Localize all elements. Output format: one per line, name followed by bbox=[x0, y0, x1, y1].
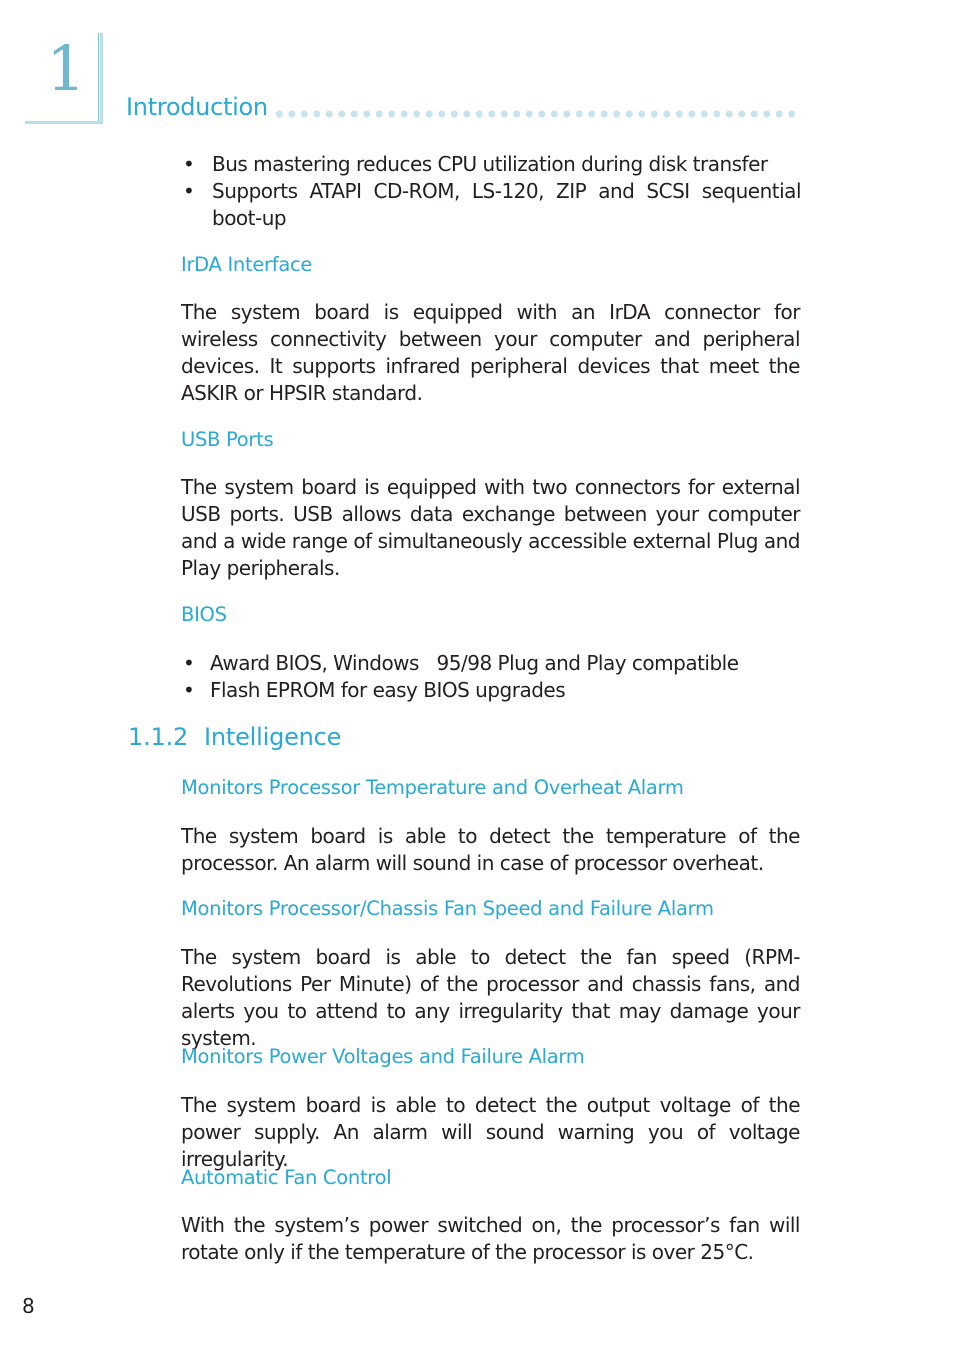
top-bullet-list bbox=[181, 151, 801, 232]
usb-heading: USB Ports bbox=[181, 428, 274, 451]
irda-paragraph: The system board is equipped with an IrDA connector for wireless connectivity between your computer and peripheral devices. It supports infrared peripheral devices that meet the ASKIR or HPSIR standard. bbox=[181, 300, 800, 405]
section-heading bbox=[128, 723, 341, 751]
voltage-alarm-paragraph: The system board is able to detect the output voltage of the power supply. An alarm will sound warning you of voltage irregularity. bbox=[181, 1093, 800, 1171]
list-item: • Award BIOS, Windows 95/98 Plug and Play compatible bbox=[181, 650, 801, 677]
bios-bullet-list bbox=[181, 650, 801, 704]
fan-control-heading: Automatic Fan Control bbox=[181, 1166, 392, 1189]
fan-alarm-paragraph: The system board is able to detect the fan speed (RPM-Revolutions Per Minute) of the processor and chassis fans, and alerts you to attend to any irregularity that may damage your system. bbox=[181, 945, 800, 1050]
fan-alarm-heading: Monitors Processor/Chassis Fan Speed and Failure Alarm bbox=[181, 897, 714, 920]
list-item: • Bus mastering reduces CPU utilization during disk transfer bbox=[181, 151, 801, 178]
fan-control-paragraph: With the system’s power switched on, the processor’s fan will rotate only if the temperature of the processor is over 25°C. bbox=[181, 1213, 800, 1264]
bios-heading: BIOS bbox=[181, 603, 227, 626]
chapter-number: 1 bbox=[46, 32, 86, 105]
voltage-alarm-heading: Monitors Power Voltages and Failure Alarm bbox=[181, 1045, 585, 1068]
temp-alarm-heading: Monitors Processor Temperature and Overheat Alarm bbox=[181, 776, 684, 799]
list-item: • Flash EPROM for easy BIOS upgrades bbox=[181, 677, 801, 704]
usb-paragraph: The system board is equipped with two connectors for external USB ports. USB allows data exchange between your computer and a wide range of simultaneously accessible external Plug and Play peripherals. bbox=[181, 475, 800, 580]
section-number: 1.1.2 bbox=[128, 723, 189, 751]
temp-alarm-paragraph: The system board is able to detect the temperature of the processor. An alarm will sound in case of processor overheat. bbox=[181, 824, 800, 875]
chapter-title: Introduction bbox=[126, 93, 268, 121]
list-item: • Supports ATAPI CD-ROM, LS-120, ZIP and SCSI sequential boot-up bbox=[181, 178, 801, 232]
irda-heading: IrDA Interface bbox=[181, 253, 313, 276]
chapter-divider bbox=[98, 33, 99, 121]
section-title: Intelligence bbox=[204, 723, 342, 751]
page-number: 8 bbox=[22, 1294, 35, 1318]
chapter-title-dots bbox=[273, 110, 799, 118]
